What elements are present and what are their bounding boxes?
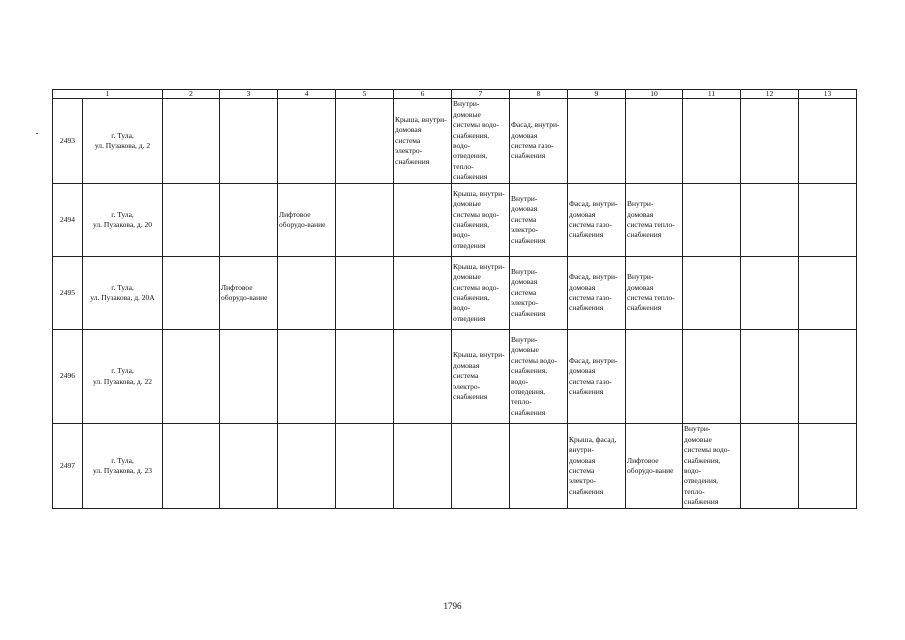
work-cell-col-4 [278, 99, 336, 184]
work-cell-col-6 [394, 424, 452, 509]
work-cell-col-13 [799, 184, 857, 257]
work-cell-col-10: Лифтовое оборудо-вание [626, 424, 683, 509]
work-cell-col-7 [452, 424, 510, 509]
column-header-2: 2 [163, 90, 220, 99]
work-cell-col-5 [336, 330, 394, 424]
work-cell-col-7: Крыша, внутри- домовая система электро- снабжения [452, 330, 510, 424]
work-cell-col-10: Внутри- домовая система тепло- снабжения [626, 184, 683, 257]
work-cell-col-9 [568, 99, 626, 184]
address-city: г. Тула, [111, 130, 134, 140]
capital-repair-table [52, 89, 857, 509]
work-cell-col-2 [163, 257, 220, 330]
work-cell-col-2 [163, 424, 220, 509]
address-street: ул. Пузакова, д. 22 [93, 376, 152, 386]
work-cell-col-3 [220, 184, 278, 257]
work-cell-col-3 [220, 99, 278, 184]
work-cell-col-4 [278, 330, 336, 424]
column-header-3: 3 [220, 90, 278, 99]
address-street: ул. Пузакова, д. 20 [93, 220, 152, 229]
work-cell-col-4: Лифтовое оборудо-вание [278, 184, 336, 257]
work-cell-col-6 [394, 184, 452, 257]
address-cell [83, 184, 163, 257]
work-cell-col-7: Крыша, внутри- домовые системы водо- снабжения, водо- отведения [452, 184, 510, 257]
margin-mark [36, 133, 38, 134]
address-cell [83, 257, 163, 330]
work-cell-col-8: Фасад, внутри- домовая система газо- снабжения [510, 99, 568, 184]
work-cell-col-8: Внутри- домовая система электро- снабжения [510, 184, 568, 257]
record-number: 2493 [53, 99, 83, 184]
work-cell-col-13 [799, 330, 857, 424]
record-number: 2497 [53, 424, 83, 509]
address-street: ул. Пузакова, д. 2 [94, 141, 151, 150]
column-header-13: 13 [799, 90, 857, 99]
work-cell-col-3 [220, 330, 278, 424]
work-cell-col-11 [683, 330, 741, 424]
work-cell-col-12 [741, 424, 799, 509]
work-cell-col-13 [799, 257, 857, 330]
work-cell-col-4 [278, 257, 336, 330]
work-cell-col-10 [626, 330, 683, 424]
work-cell-col-11 [683, 184, 741, 257]
address-street: ул. Пузакова, д. 23 [93, 466, 152, 475]
address-cell [83, 330, 163, 424]
work-cell-col-10: Внутри- домовая система тепло- снабжения [626, 257, 683, 330]
table-row [53, 424, 857, 509]
column-header-9: 9 [568, 90, 626, 99]
address-cell [83, 99, 163, 184]
work-cell-col-5 [336, 99, 394, 184]
work-cell-col-10 [626, 99, 683, 184]
work-cell-col-2 [163, 330, 220, 424]
record-number: 2495 [53, 257, 83, 330]
work-cell-col-8: Внутри- домовые системы водо- снабжения, водо- отведения, тепло- снабжения [510, 330, 568, 424]
work-cell-col-11 [683, 257, 741, 330]
work-cell-col-6 [394, 330, 452, 424]
work-cell-col-9: Крыша, фасад, внутри- домовая система электро- снабжения [568, 424, 626, 509]
column-header-10: 10 [626, 90, 683, 99]
work-cell-col-3 [220, 424, 278, 509]
work-cell-col-5 [336, 424, 394, 509]
table-row [53, 330, 857, 424]
column-header-6: 6 [394, 90, 452, 99]
column-header-8: 8 [510, 90, 568, 99]
work-cell-col-6: Крыша, внутри- домовая система электро- снабжения [394, 99, 452, 184]
work-cell-col-12 [741, 257, 799, 330]
column-header-7: 7 [452, 90, 510, 99]
work-cell-col-12 [741, 184, 799, 257]
work-cell-col-7: Крыша, внутри- домовые системы водо- снабжения, водо- отведения [452, 257, 510, 330]
column-number-header [53, 90, 857, 99]
work-cell-col-5 [336, 257, 394, 330]
work-cell-col-13 [799, 424, 857, 509]
address-city: г. Тула, [111, 282, 134, 292]
column-header-11: 11 [683, 90, 741, 99]
record-number: 2494 [53, 184, 83, 257]
work-cell-col-5 [336, 184, 394, 257]
work-cell-col-11 [683, 99, 741, 184]
work-cell-col-9: Фасад, внутри- домовая система газо- снабжения [568, 257, 626, 330]
address-city: г. Тула, [111, 455, 134, 465]
address-cell [83, 424, 163, 509]
address-city: г. Тула, [111, 209, 134, 219]
work-cell-col-4 [278, 424, 336, 509]
work-cell-col-2 [163, 99, 220, 184]
work-cell-col-9: Фасад, внутри- домовая система газо- снабжения [568, 330, 626, 424]
table-row [53, 99, 857, 184]
work-cell-col-9: Фасад, внутри- домовая система газо- снабжения [568, 184, 626, 257]
column-header-4: 4 [278, 90, 336, 99]
column-header-1: 1 [53, 90, 163, 99]
work-cell-col-12 [741, 330, 799, 424]
work-cell-col-8 [510, 424, 568, 509]
address-street: ул. Пузакова, д. 20А [90, 293, 155, 302]
work-cell-col-3: Лифтовое оборудо-вание [220, 257, 278, 330]
column-header-12: 12 [741, 90, 799, 99]
work-cell-col-2 [163, 184, 220, 257]
work-cell-col-13 [799, 99, 857, 184]
column-header-5: 5 [336, 90, 394, 99]
work-cell-col-12 [741, 99, 799, 184]
work-cell-col-7: Внутри- домовые системы водо- снабжения, водо- отведения, тепло- снабжения [452, 99, 510, 184]
work-cell-col-11: Внутри- домовые системы водо- снабжения, водо- отведения, тепло- снабжения [683, 424, 741, 509]
page-number: 1796 [443, 601, 462, 611]
work-cell-col-8: Внутри- домовая система электро- снабжения [510, 257, 568, 330]
table-row [53, 257, 857, 330]
address-city: г. Тула, [111, 366, 134, 376]
work-cell-col-6 [394, 257, 452, 330]
record-number: 2496 [53, 330, 83, 424]
table-row [53, 184, 857, 257]
